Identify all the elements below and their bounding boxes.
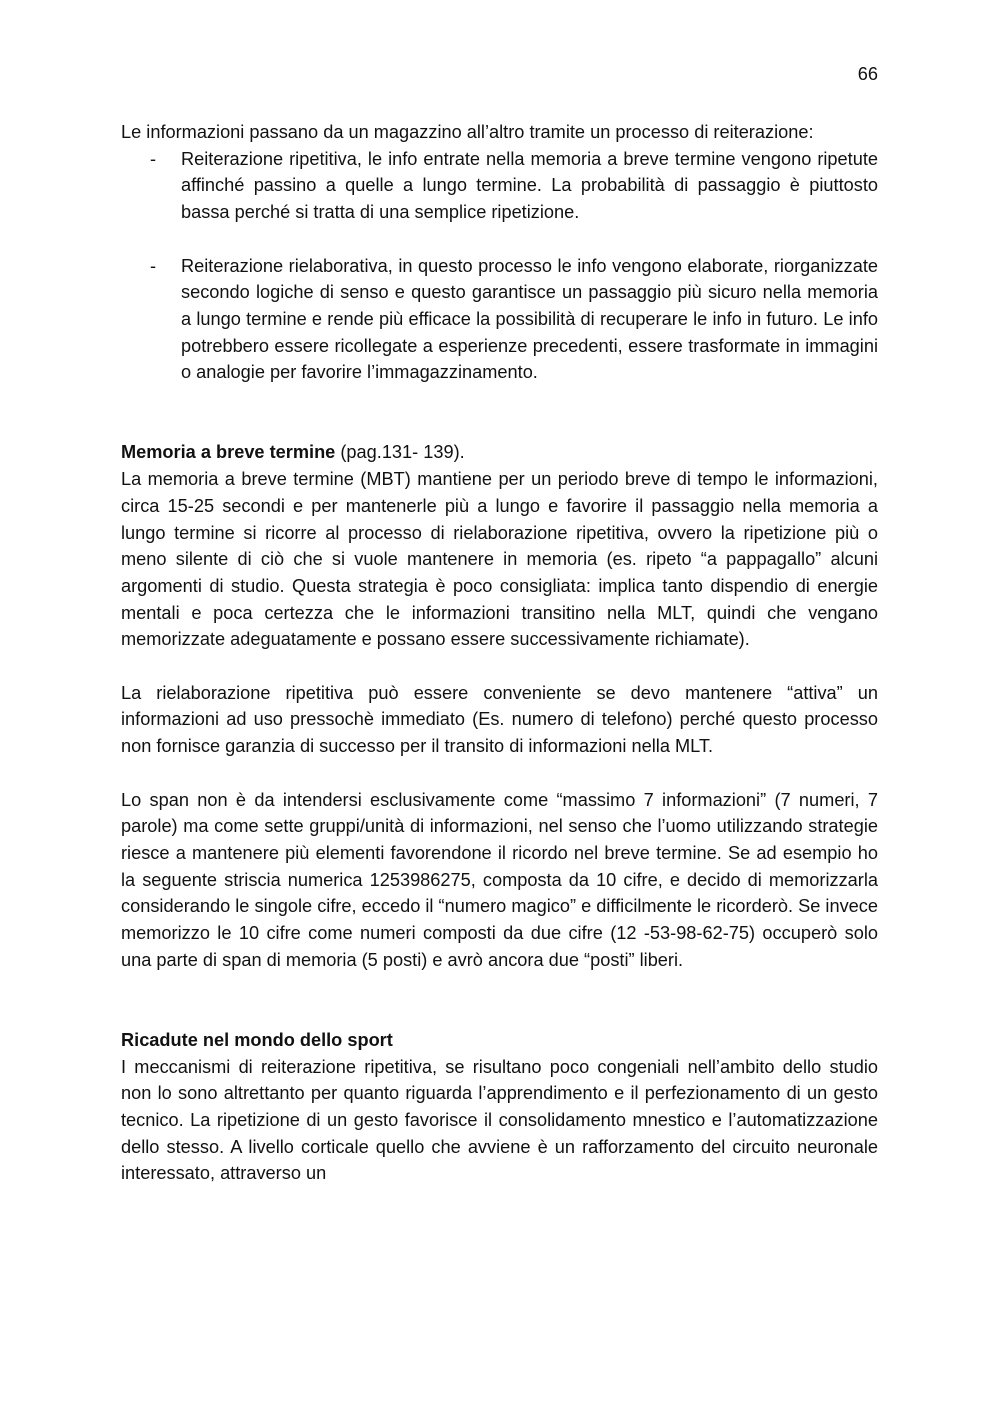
mbt-paragraph-1: La memoria a breve termine (MBT) mantiene per un periodo breve di tempo le informazioni, circa 15-25 secondi e per mantenerle più a lungo e favorire il passaggio nella memoria a lungo termine si ricorre al processo di rielaborazione ripetitiva, ovvero la ripetizione più o meno silente di ciò che si vuole mantenere in memoria (es. ripeto “a pappagallo” alcuni argomenti di studio. Questa strategia è poco consigliata: implica tanto dispendio di energie mentali e poca certezza che le informazioni transitino nella MLT, quindi che vengano memorizzate adeguatamente e possano essere successivamente richiamate).: [121, 469, 878, 650]
list-item: [121, 253, 878, 387]
list-bullet: -: [150, 148, 157, 169]
mbt-paragraph-2: La rielaborazione ripetitiva può essere conveniente se devo mantenere “attiva” un informazioni ad uso pressochè immediato (Es. numero di telefono) perché questo processo non fornisce garanzia di successo per il transito di informazioni nella MLT.: [121, 682, 878, 757]
section-heading-mbt: [121, 439, 878, 466]
list-item-text: Reiterazione rielaborativa, in questo processo le info vengono elaborate, riorganizzate secondo logiche di senso e questo garantisce un passaggio più sicuro nella memoria a lungo termine e rende più efficace la possibilità di recuperare le info in futuro. Le info potrebbero essere ricollegate a esperienze precedenti, essere trasformate in immagini o analogie per favorire l’immagazzinamento.: [181, 255, 878, 383]
paragraph-spacer: [121, 760, 878, 787]
section-spacer: [121, 973, 878, 1026]
section-heading-sport: [121, 1027, 878, 1054]
heading-page-ref: (pag.131- 139).: [335, 442, 465, 463]
page-number: 66: [857, 64, 878, 84]
intro-paragraph: Le informazioni passano da un magazzino all’altro tramite un processo di reiterazione:: [121, 122, 814, 142]
list-spacer: [121, 226, 878, 253]
sport-paragraph: I meccanismi di reiterazione ripetitiva, se risultano poco congeniali nell’ambito dello studio non lo sono altrettanto per quanto riguarda l’apprendimento e il perfezionamento di un gesto tecnico. La ripetizione di un gesto favorisce il consolidamento mnestico e l’automatizzazione dello stesso. A livello corticale quello che avviene è un rafforzamento del circuito neuronale interessato, attraverso un: [121, 1056, 878, 1184]
reiteration-list: [121, 146, 878, 386]
list-item: [121, 146, 878, 226]
section-spacer: [121, 386, 878, 439]
paragraph-spacer: [121, 653, 878, 680]
mbt-paragraph-3: Lo span non è da intendersi esclusivamente come “massimo 7 informazioni” (7 numeri, 7 parole) ma come sette gruppi/unità di informazioni, nel senso che l’uomo utilizzando strategie riesce a mantenere più elementi favorendone il ricordo nel breve termine. Se ad esempio ho la seguente striscia numerica 1253986275, composta da 10 cifre, e decido di memorizzarla considerando le singole cifre, eccedo il “numero magico” e difficilmente le ricorderò. Se invece memorizzo le 10 cifre come numeri composti da due cifre (12 -53-98-62-75) occuperò solo una parte di span di memoria (5 posti) e avrò ancora due “posti” liberi.: [121, 789, 878, 970]
heading-bold: Memoria a breve termine: [121, 442, 336, 463]
document-body: [121, 119, 878, 1187]
list-item-text: Reiterazione ripetitiva, le info entrate nella memoria a breve termine vengono ripetute affinché passino a quelle a lungo termine. La probabilità di passaggio è piuttosto bassa perché si tratta di una semplice ripetizione.: [181, 148, 878, 223]
list-bullet: -: [150, 255, 157, 276]
heading-bold: Ricadute nel mondo dello sport: [121, 1029, 393, 1050]
